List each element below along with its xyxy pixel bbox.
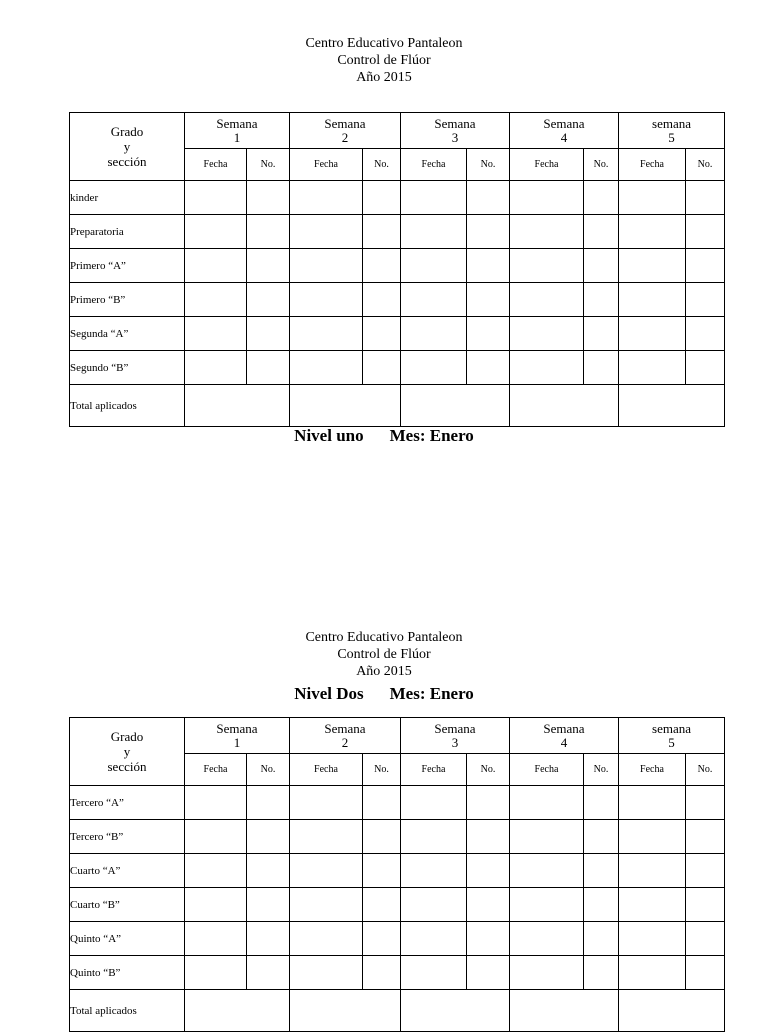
- table-row: [70, 922, 725, 956]
- fecha-cell[interactable]: [401, 249, 467, 283]
- no-cell[interactable]: [584, 215, 619, 249]
- grade-label: Segundo “B”: [70, 351, 185, 385]
- table-row: [70, 351, 725, 385]
- no-cell[interactable]: [363, 351, 401, 385]
- no-cell[interactable]: [363, 283, 401, 317]
- no-column-header: No.: [467, 754, 510, 786]
- week-number: 1: [233, 734, 241, 750]
- fecha-cell[interactable]: [510, 215, 584, 249]
- fecha-cell[interactable]: [401, 215, 467, 249]
- doc-year: Año 2015: [356, 70, 412, 85]
- no-column-header: No.: [686, 754, 725, 786]
- no-cell[interactable]: [584, 854, 619, 888]
- level-label: Nivel uno: [294, 426, 364, 445]
- week-label: Semana: [324, 115, 366, 131]
- total-aplicados-label: Total aplicados: [70, 385, 185, 427]
- table-row: [70, 888, 725, 922]
- fecha-cell[interactable]: [401, 283, 467, 317]
- week-total-cell[interactable]: [185, 385, 290, 427]
- fecha-cell[interactable]: [510, 922, 584, 956]
- week-total-cell[interactable]: [290, 385, 401, 427]
- week-header: [185, 113, 290, 149]
- fecha-cell[interactable]: [185, 956, 247, 990]
- fecha-column-header: Fecha: [510, 149, 584, 181]
- week-label: Semana: [324, 720, 366, 736]
- fecha-column-header: Fecha: [401, 754, 467, 786]
- fecha-cell[interactable]: [619, 854, 686, 888]
- no-cell[interactable]: [247, 922, 290, 956]
- grade-label: Cuarto “A”: [70, 854, 185, 888]
- week-total-cell[interactable]: [510, 385, 619, 427]
- fecha-cell[interactable]: [185, 351, 247, 385]
- table-row: [70, 283, 725, 317]
- grade-label: Primero “A”: [70, 249, 185, 283]
- fecha-cell[interactable]: [510, 317, 584, 351]
- fecha-cell[interactable]: [185, 854, 247, 888]
- no-cell[interactable]: [247, 317, 290, 351]
- grade-label: Primero “B”: [70, 283, 185, 317]
- no-cell[interactable]: [686, 854, 725, 888]
- grado-seccion-header: [70, 718, 185, 786]
- no-cell[interactable]: [686, 786, 725, 820]
- fecha-cell[interactable]: [185, 283, 247, 317]
- no-cell[interactable]: [467, 215, 510, 249]
- grado-header-line: Grado: [110, 124, 144, 139]
- no-cell[interactable]: [686, 922, 725, 956]
- no-cell[interactable]: [467, 181, 510, 215]
- no-column-header: No.: [247, 754, 290, 786]
- week-header: [290, 113, 401, 149]
- fecha-cell[interactable]: [290, 956, 363, 990]
- total-row: [70, 385, 725, 427]
- fecha-cell[interactable]: [401, 351, 467, 385]
- no-cell[interactable]: [363, 317, 401, 351]
- week-total-cell[interactable]: [401, 990, 510, 1032]
- no-cell[interactable]: [467, 351, 510, 385]
- fecha-cell[interactable]: [401, 820, 467, 854]
- week-header: [619, 718, 725, 754]
- doc2-header: [0, 629, 768, 680]
- week-total-cell[interactable]: [290, 990, 401, 1032]
- fluor-control-table-nivel-dos: [69, 717, 725, 1032]
- no-cell[interactable]: [247, 249, 290, 283]
- grade-label: Segunda “A”: [70, 317, 185, 351]
- fecha-cell[interactable]: [185, 888, 247, 922]
- fecha-cell[interactable]: [619, 317, 686, 351]
- week-header: [401, 718, 510, 754]
- no-cell[interactable]: [467, 317, 510, 351]
- fecha-cell[interactable]: [510, 888, 584, 922]
- grade-label: Preparatoria: [70, 215, 185, 249]
- no-cell[interactable]: [363, 956, 401, 990]
- school-name: Centro Educativo Pantaleon: [305, 36, 463, 51]
- week-total-cell[interactable]: [510, 990, 619, 1032]
- no-cell[interactable]: [686, 181, 725, 215]
- table-row: [70, 181, 725, 215]
- grado-seccion-header: [70, 113, 185, 181]
- grade-label: kinder: [70, 181, 185, 215]
- week-number: 4: [560, 129, 568, 145]
- no-cell[interactable]: [686, 215, 725, 249]
- fecha-cell[interactable]: [510, 854, 584, 888]
- doc-year: Año 2015: [356, 664, 412, 679]
- no-cell[interactable]: [467, 820, 510, 854]
- no-cell[interactable]: [363, 215, 401, 249]
- fecha-cell[interactable]: [619, 283, 686, 317]
- no-column-header: No.: [584, 754, 619, 786]
- fecha-column-header: Fecha: [401, 149, 467, 181]
- no-cell[interactable]: [363, 820, 401, 854]
- table-row: [70, 249, 725, 283]
- fecha-cell[interactable]: [510, 351, 584, 385]
- week-header: [619, 113, 725, 149]
- fecha-cell[interactable]: [510, 283, 584, 317]
- fecha-cell[interactable]: [619, 956, 686, 990]
- fecha-cell[interactable]: [185, 249, 247, 283]
- fecha-cell[interactable]: [510, 249, 584, 283]
- fecha-cell[interactable]: [290, 317, 363, 351]
- table-row: [70, 854, 725, 888]
- week-number: 3: [451, 734, 459, 750]
- fecha-column-header: Fecha: [619, 149, 686, 181]
- doc1-level-line: [0, 426, 768, 446]
- week-number: 4: [560, 734, 568, 750]
- no-cell[interactable]: [467, 956, 510, 990]
- no-cell[interactable]: [584, 351, 619, 385]
- no-cell[interactable]: [247, 215, 290, 249]
- fecha-cell[interactable]: [619, 181, 686, 215]
- fecha-cell[interactable]: [290, 215, 363, 249]
- no-column-header: No.: [686, 149, 725, 181]
- week-label: semana: [652, 720, 691, 736]
- total-row: [70, 990, 725, 1032]
- no-cell[interactable]: [247, 283, 290, 317]
- month-label: Mes: Enero: [389, 426, 474, 445]
- no-cell[interactable]: [363, 854, 401, 888]
- no-cell[interactable]: [686, 317, 725, 351]
- no-cell[interactable]: [247, 820, 290, 854]
- fecha-cell[interactable]: [510, 181, 584, 215]
- week-total-cell[interactable]: [619, 385, 725, 427]
- fecha-cell[interactable]: [290, 820, 363, 854]
- fecha-cell[interactable]: [401, 888, 467, 922]
- fecha-cell[interactable]: [185, 215, 247, 249]
- week-total-cell[interactable]: [185, 990, 290, 1032]
- no-cell[interactable]: [247, 956, 290, 990]
- no-cell[interactable]: [584, 249, 619, 283]
- week-label: Semana: [216, 115, 258, 131]
- week-header: [290, 718, 401, 754]
- no-cell[interactable]: [584, 317, 619, 351]
- fecha-cell[interactable]: [290, 854, 363, 888]
- week-label: Semana: [543, 115, 585, 131]
- no-cell[interactable]: [467, 283, 510, 317]
- fecha-cell[interactable]: [619, 820, 686, 854]
- fecha-cell[interactable]: [185, 317, 247, 351]
- doc2-level-line: [0, 684, 768, 704]
- fecha-cell[interactable]: [185, 181, 247, 215]
- no-cell[interactable]: [247, 786, 290, 820]
- table-row: [70, 956, 725, 990]
- doc-subtitle: Control de Flúor: [337, 647, 431, 662]
- fecha-cell[interactable]: [401, 317, 467, 351]
- no-cell[interactable]: [363, 922, 401, 956]
- week-number: 5: [668, 129, 675, 145]
- fecha-cell[interactable]: [185, 820, 247, 854]
- no-cell[interactable]: [247, 351, 290, 385]
- grade-label: Quinto “A”: [70, 922, 185, 956]
- fecha-cell[interactable]: [290, 351, 363, 385]
- week-total-cell[interactable]: [401, 385, 510, 427]
- no-cell[interactable]: [686, 888, 725, 922]
- no-cell[interactable]: [467, 854, 510, 888]
- week-total-cell[interactable]: [619, 990, 725, 1032]
- no-column-header: No.: [247, 149, 290, 181]
- total-aplicados-label: Total aplicados: [70, 990, 185, 1032]
- no-cell[interactable]: [247, 854, 290, 888]
- no-column-header: No.: [363, 754, 401, 786]
- no-cell[interactable]: [467, 249, 510, 283]
- week-label: Semana: [216, 720, 258, 736]
- fecha-cell[interactable]: [290, 888, 363, 922]
- month-label: Mes: Enero: [389, 684, 474, 703]
- level-label: Nivel Dos: [294, 684, 364, 703]
- fecha-cell[interactable]: [290, 786, 363, 820]
- table-row: [70, 215, 725, 249]
- fecha-cell[interactable]: [401, 922, 467, 956]
- fecha-cell[interactable]: [619, 249, 686, 283]
- grade-label: Tercero “B”: [70, 820, 185, 854]
- no-cell[interactable]: [467, 888, 510, 922]
- no-cell[interactable]: [584, 786, 619, 820]
- week-number: 3: [451, 129, 459, 145]
- fecha-column-header: Fecha: [290, 149, 363, 181]
- week-label: Semana: [434, 720, 476, 736]
- fecha-cell[interactable]: [290, 181, 363, 215]
- week-header: [510, 113, 619, 149]
- no-cell[interactable]: [363, 249, 401, 283]
- no-cell[interactable]: [686, 283, 725, 317]
- table-row: [70, 820, 725, 854]
- grado-header-line: y: [123, 139, 131, 154]
- table-row: [70, 317, 725, 351]
- fecha-cell[interactable]: [619, 215, 686, 249]
- week-number: 1: [233, 129, 241, 145]
- grade-label: Quinto “B”: [70, 956, 185, 990]
- no-cell[interactable]: [686, 956, 725, 990]
- fecha-cell[interactable]: [619, 888, 686, 922]
- no-cell[interactable]: [363, 888, 401, 922]
- grado-header-line: y: [123, 744, 131, 759]
- no-cell[interactable]: [584, 820, 619, 854]
- week-number: 2: [341, 129, 349, 145]
- grade-label: Tercero “A”: [70, 786, 185, 820]
- grado-header-line: sección: [107, 759, 147, 774]
- no-cell[interactable]: [363, 181, 401, 215]
- fecha-cell[interactable]: [185, 922, 247, 956]
- fecha-column-header: Fecha: [619, 754, 686, 786]
- school-name: Centro Educativo Pantaleon: [305, 630, 463, 645]
- fecha-cell[interactable]: [510, 820, 584, 854]
- fecha-column-header: Fecha: [290, 754, 363, 786]
- week-header: [185, 718, 290, 754]
- no-cell[interactable]: [467, 922, 510, 956]
- no-cell[interactable]: [363, 786, 401, 820]
- no-column-header: No.: [467, 149, 510, 181]
- grado-header-line: sección: [107, 154, 147, 169]
- no-column-header: No.: [363, 149, 401, 181]
- no-cell[interactable]: [467, 786, 510, 820]
- fecha-cell[interactable]: [401, 956, 467, 990]
- no-cell[interactable]: [584, 181, 619, 215]
- grado-header-line: Grado: [110, 729, 144, 744]
- fecha-cell[interactable]: [510, 956, 584, 990]
- week-label: semana: [652, 115, 691, 131]
- fecha-column-header: Fecha: [510, 754, 584, 786]
- week-number: 2: [341, 734, 349, 750]
- no-cell[interactable]: [686, 249, 725, 283]
- week-header: [510, 718, 619, 754]
- fecha-cell[interactable]: [290, 922, 363, 956]
- no-column-header: No.: [584, 149, 619, 181]
- no-cell[interactable]: [584, 888, 619, 922]
- fecha-column-header: Fecha: [185, 754, 247, 786]
- fecha-cell[interactable]: [401, 181, 467, 215]
- no-cell[interactable]: [584, 283, 619, 317]
- fecha-cell[interactable]: [185, 786, 247, 820]
- week-label: Semana: [434, 115, 476, 131]
- no-cell[interactable]: [584, 956, 619, 990]
- fluor-control-table-nivel-uno: [69, 112, 725, 427]
- fecha-cell[interactable]: [401, 786, 467, 820]
- grade-label: Cuarto “B”: [70, 888, 185, 922]
- no-cell[interactable]: [247, 888, 290, 922]
- week-header: [401, 113, 510, 149]
- fecha-column-header: Fecha: [185, 149, 247, 181]
- no-cell[interactable]: [584, 922, 619, 956]
- fecha-cell[interactable]: [619, 786, 686, 820]
- fecha-cell[interactable]: [619, 922, 686, 956]
- fecha-cell[interactable]: [619, 351, 686, 385]
- fecha-cell[interactable]: [401, 854, 467, 888]
- no-cell[interactable]: [686, 351, 725, 385]
- fecha-cell[interactable]: [290, 283, 363, 317]
- table-row: [70, 786, 725, 820]
- doc1-header: [0, 35, 768, 86]
- no-cell[interactable]: [247, 181, 290, 215]
- week-number: 5: [668, 734, 675, 750]
- fecha-cell[interactable]: [510, 786, 584, 820]
- no-cell[interactable]: [686, 820, 725, 854]
- fecha-cell[interactable]: [290, 249, 363, 283]
- doc-subtitle: Control de Flúor: [337, 53, 431, 68]
- week-label: Semana: [543, 720, 585, 736]
